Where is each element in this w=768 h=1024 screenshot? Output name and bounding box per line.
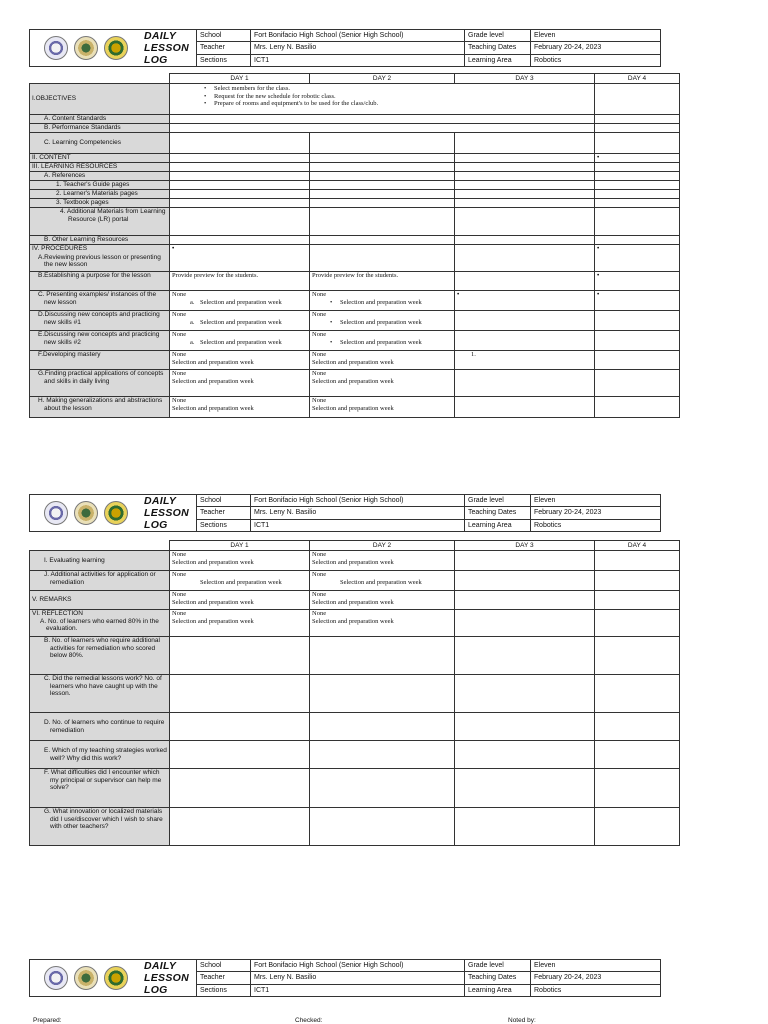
title-daily: DAILY <box>144 495 177 507</box>
competencies-label: C. Learning Competencies <box>30 133 170 154</box>
grade-label: Grade level <box>465 30 531 42</box>
day3-mastery-number: 1. <box>455 351 595 370</box>
dates-value: February 20-24, 2023 <box>531 507 661 519</box>
area-label: Learning Area <box>465 54 531 66</box>
prep-week-text: • Selection and preparation week <box>340 339 422 346</box>
prep-week-text: Selection and preparation week <box>172 598 254 606</box>
school-label: School <box>197 30 251 42</box>
prep-week-text: Selection and preparation week <box>340 578 422 586</box>
day1-header: DAY 1 <box>170 541 310 551</box>
none-text: None <box>172 591 187 598</box>
title-lesson: LESSON <box>144 42 189 54</box>
teacher-value: Mrs. Leny N. Basilio <box>251 972 465 984</box>
prep-week-text: Selection and preparation week <box>172 617 254 625</box>
division-seal-icon <box>104 501 128 525</box>
grade-value: Eleven <box>531 30 661 42</box>
area-value: Robotics <box>531 519 661 531</box>
review-label: A.Reviewing previous lesson or presenting the new lesson <box>30 254 170 272</box>
prepared-label: Prepared: <box>33 1017 62 1024</box>
title-lesson: LESSON <box>144 507 189 519</box>
day3-header: DAY 3 <box>455 541 595 551</box>
division-seal-icon <box>104 36 128 60</box>
content-standards-label: A. Content Standards <box>30 115 170 124</box>
reflection-c-label: C. Did the remedial lessons work? No. of learners who have caught up with the lesson. <box>30 675 170 713</box>
deped-seal-icon <box>44 36 68 60</box>
logo-title-cell <box>30 30 197 67</box>
bullet-mark: • <box>595 272 680 291</box>
none-text: None <box>312 571 327 578</box>
school-value: Fort Bonifacio High School (Senior High School) <box>251 495 465 507</box>
objectives-label: I.OBJECTIVES <box>30 84 170 115</box>
objective-item: • Request for the new schedule for robotic class. <box>214 93 592 101</box>
mastery-label: F.Developing mastery <box>30 351 170 370</box>
objective-item: • Select members for the class. <box>214 85 592 93</box>
bullet-mark: • <box>595 291 680 311</box>
sections-value: ICT1 <box>251 984 465 996</box>
day4-header: DAY 4 <box>595 74 680 84</box>
content-label: II. CONTENT <box>30 154 170 163</box>
other-resources-label: B. Other Learning Resources <box>30 236 170 245</box>
references-label: A. References <box>30 172 170 181</box>
sections-label: Sections <box>197 984 251 996</box>
bullet-mark: • <box>455 291 595 311</box>
title-lesson: LESSON <box>144 972 189 984</box>
dates-label: Teaching Dates <box>465 507 531 519</box>
reflection-label: VI. REFLECTION <box>32 610 83 617</box>
none-text: None <box>312 551 327 558</box>
none-text: None <box>172 311 187 318</box>
none-text: None <box>172 351 187 358</box>
prep-week-text: Selection and preparation week <box>172 558 254 566</box>
purpose-label: B.Establishing a purpose for the lesson <box>30 272 170 291</box>
none-text: None <box>312 291 327 298</box>
none-text: None <box>312 370 327 377</box>
prep-week-text: Selection and preparation week <box>312 404 394 412</box>
examples-label: C. Presenting examples/ instances of the new lesson <box>30 291 170 311</box>
none-text: None <box>172 370 187 377</box>
none-text: None <box>172 551 187 558</box>
grade-label: Grade level <box>465 495 531 507</box>
evaluating-label: I. Evaluating learning <box>30 551 170 571</box>
prep-week-text: a. Selection and preparation week <box>200 319 282 326</box>
discuss1-label: D.Discussing new concepts and practicing new skills #1 <box>30 311 170 331</box>
checked-label: Checked: <box>295 1017 323 1024</box>
preview-text-day2: • Provide preview for the students. <box>312 272 398 279</box>
title-log: LOG <box>144 54 168 66</box>
discuss2-label: E.Discussing new concepts and practicing new skills #2 <box>30 331 170 351</box>
region-seal-icon <box>74 501 98 525</box>
prep-week-text: Selection and preparation week <box>312 358 394 366</box>
noted-label: Noted by: <box>508 1017 536 1024</box>
prep-week-text: Selection and preparation week <box>312 558 394 566</box>
none-text: None <box>172 610 187 617</box>
none-text: None <box>312 591 327 598</box>
area-value: Robotics <box>531 984 661 996</box>
reflection-a-label: A. No. of learners who earned 80% in the evaluation. <box>40 617 159 632</box>
region-seal-icon <box>74 966 98 990</box>
lesson-table-1 <box>29 73 680 418</box>
deped-seal-icon <box>44 501 68 525</box>
teacher-label: Teacher <box>197 42 251 54</box>
area-label: Learning Area <box>465 519 531 531</box>
dates-label: Teaching Dates <box>465 42 531 54</box>
title-log: LOG <box>144 984 168 996</box>
logo-title-cell <box>30 495 197 532</box>
remarks-label: V. REMARKS <box>30 591 170 610</box>
dates-value: February 20-24, 2023 <box>531 42 661 54</box>
school-value: Fort Bonifacio High School (Senior High School) <box>251 30 465 42</box>
region-seal-icon <box>74 36 98 60</box>
resources-label: III. LEARNING RESOURCES <box>30 163 170 172</box>
header-block-1 <box>29 29 661 67</box>
prep-week-text: Selection and preparation week <box>312 377 394 385</box>
reflection-block <box>30 610 170 637</box>
bullet-mark: • <box>595 245 680 272</box>
applications-label: G.Finding practical applications of concepts and skills in daily living <box>30 370 170 397</box>
area-value: Robotics <box>531 54 661 66</box>
bullet-mark: • <box>595 154 680 163</box>
textbook-label: 3. Textbook pages <box>30 199 170 208</box>
reflection-g-label: G. What innovation or localized materials did I use/discover which I wish to share with other teachers? <box>30 808 170 846</box>
none-text: None <box>312 610 327 617</box>
school-label: School <box>197 960 251 972</box>
sections-label: Sections <box>197 54 251 66</box>
prep-week-text: Selection and preparation week <box>172 358 254 366</box>
additional-activities-label: J. Additional activities for application or remediation <box>30 571 170 591</box>
objectives-content <box>170 84 595 115</box>
none-text: None <box>312 397 327 404</box>
none-text: None <box>172 397 187 404</box>
teachers-guide-label: 1. Teacher's Guide pages <box>30 181 170 190</box>
bullet-mark: • <box>170 245 310 272</box>
header-block-3 <box>29 959 661 997</box>
day3-header: DAY 3 <box>455 74 595 84</box>
division-seal-icon <box>104 966 128 990</box>
learners-materials-label: 2. Learner's Materials pages <box>30 190 170 199</box>
none-text: None <box>172 291 187 298</box>
teacher-value: Mrs. Leny N. Basilio <box>251 42 465 54</box>
prep-week-text: • Selection and preparation week <box>340 299 422 306</box>
none-text: None <box>312 351 327 358</box>
grade-value: Eleven <box>531 960 661 972</box>
none-text: None <box>312 311 327 318</box>
reflection-f-label: F. What difficulties did I encounter which my principal or supervisor can help me solve? <box>30 769 170 808</box>
school-label: School <box>197 495 251 507</box>
preview-text-day1: • Provide preview for the students. <box>172 272 258 279</box>
reflection-e-label: E. Which of my teaching strategies worked well? Why did this work? <box>30 741 170 769</box>
prep-week-text: Selection and preparation week <box>200 578 282 586</box>
sections-label: Sections <box>197 519 251 531</box>
day4-header: DAY 4 <box>595 541 680 551</box>
reflection-b-label: B. No. of learners who require additional activities for remediation who scored below 80%. <box>30 637 170 675</box>
prep-week-text: • Selection and preparation week <box>340 319 422 326</box>
school-value: Fort Bonifacio High School (Senior High School) <box>251 960 465 972</box>
deped-seal-icon <box>44 966 68 990</box>
title-daily: DAILY <box>144 960 177 972</box>
prep-week-text: Selection and preparation week <box>312 598 394 606</box>
none-text: None <box>172 331 187 338</box>
prep-week-text: a. Selection and preparation week <box>200 339 282 346</box>
objective-item: • Prepare of rooms and equipment's to be used for the class/club. <box>214 100 592 108</box>
day1-header: DAY 1 <box>170 74 310 84</box>
logo-title-cell <box>30 960 197 997</box>
header-block-2 <box>29 494 661 532</box>
title-daily: DAILY <box>144 30 177 42</box>
reflection-d-label: D. No. of learners who continue to require remediation <box>30 713 170 741</box>
sections-value: ICT1 <box>251 54 465 66</box>
prep-week-text: Selection and preparation week <box>172 404 254 412</box>
prep-week-text: Selection and preparation week <box>172 377 254 385</box>
lesson-table-2 <box>29 540 680 846</box>
prep-week-text: Selection and preparation week <box>312 617 394 625</box>
teacher-label: Teacher <box>197 507 251 519</box>
teacher-value: Mrs. Leny N. Basilio <box>251 507 465 519</box>
teacher-label: Teacher <box>197 972 251 984</box>
prep-week-text: a. Selection and preparation week <box>200 299 282 306</box>
performance-standards-label: B. Performance Standards <box>30 124 170 133</box>
procedures-label: IV. PROCEDURES <box>30 245 170 254</box>
generalizations-label: H. Making generalizations and abstractions about the lesson <box>30 397 170 418</box>
grade-value: Eleven <box>531 495 661 507</box>
day2-header: DAY 2 <box>310 74 455 84</box>
none-text: None <box>312 331 327 338</box>
title-log: LOG <box>144 519 168 531</box>
lr-portal-label: 4. Additional Materials from Learning Resource (LR) portal <box>30 208 170 236</box>
dates-value: February 20-24, 2023 <box>531 972 661 984</box>
sections-value: ICT1 <box>251 519 465 531</box>
day2-header: DAY 2 <box>310 541 455 551</box>
none-text: None <box>172 571 187 578</box>
dates-label: Teaching Dates <box>465 972 531 984</box>
area-label: Learning Area <box>465 984 531 996</box>
grade-label: Grade level <box>465 960 531 972</box>
